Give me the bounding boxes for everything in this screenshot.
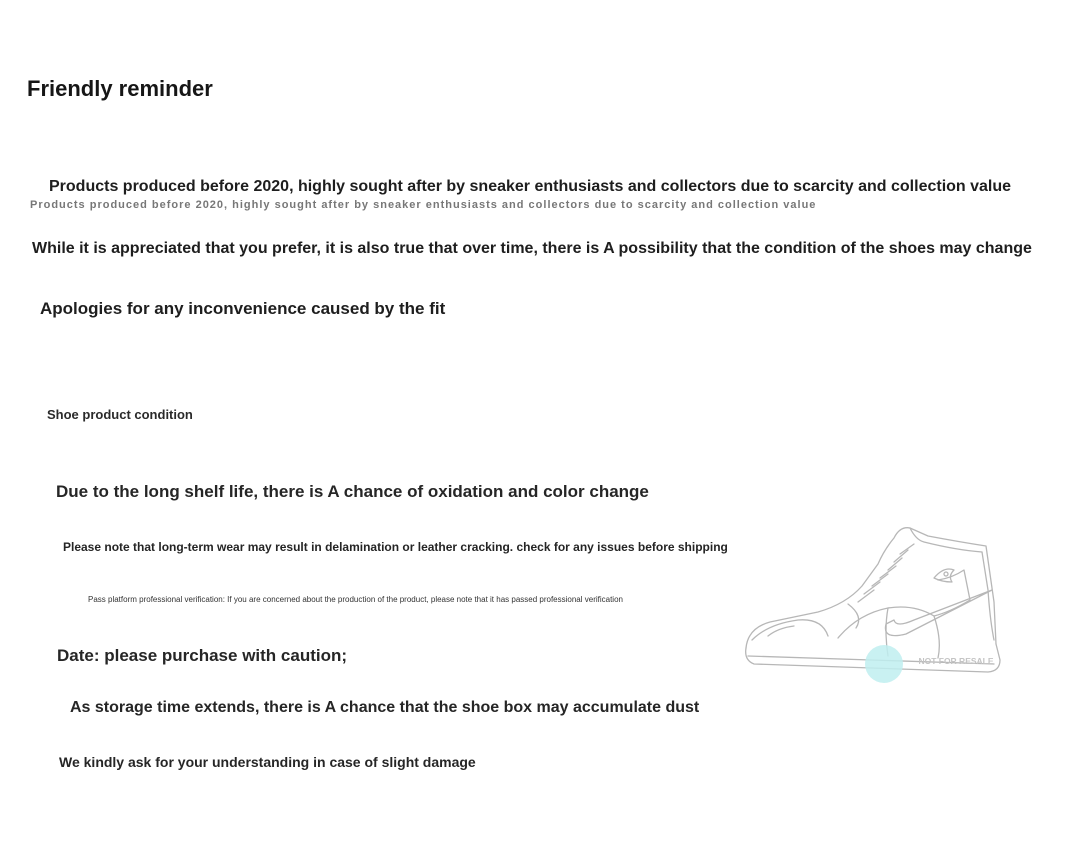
sneaker-outline-icon	[738, 520, 1008, 690]
condition-item-verification: Pass platform professional verification: If you are concerned about the production of the product, please note that it has passed professional verification	[88, 595, 623, 604]
page-title: Friendly reminder	[27, 76, 213, 101]
reminder-line-fit-apology: Apologies for any inconvenience caused by the fit	[40, 299, 446, 318]
watermark-badge-icon	[865, 645, 903, 683]
condition-item-box-dust: As storage time extends, there is A chance that the shoe box may accumulate dust	[70, 699, 700, 716]
condition-item-slight-damage: We kindly ask for your understanding in case of slight damage	[59, 754, 476, 770]
condition-item-date-caution: Date: please purchase with caution;	[57, 646, 348, 665]
condition-item-oxidation: Due to the long shelf life, there is A chance of oxidation and color change	[56, 482, 649, 501]
watermark-label: NOT FOR RESALE	[918, 656, 994, 666]
overflow-text-strip: Products produced before 2020, highly sought after by sneaker enthusiasts and collectors due to scarcity and collection value	[30, 199, 817, 211]
section-heading-shoe-condition: Shoe product condition	[47, 407, 193, 422]
reminder-line-production-era: Products produced before 2020, highly sought after by sneaker enthusiasts and collectors due to scarcity and collection value	[49, 178, 1012, 195]
condition-item-wear: Please note that long-term wear may result in delamination or leather cracking. check for any issues before shipping	[63, 540, 728, 554]
reminder-line-condition-change: While it is appreciated that you prefer, it is also true that over time, there is A possibility that the condition of the shoes may change	[32, 240, 1032, 257]
